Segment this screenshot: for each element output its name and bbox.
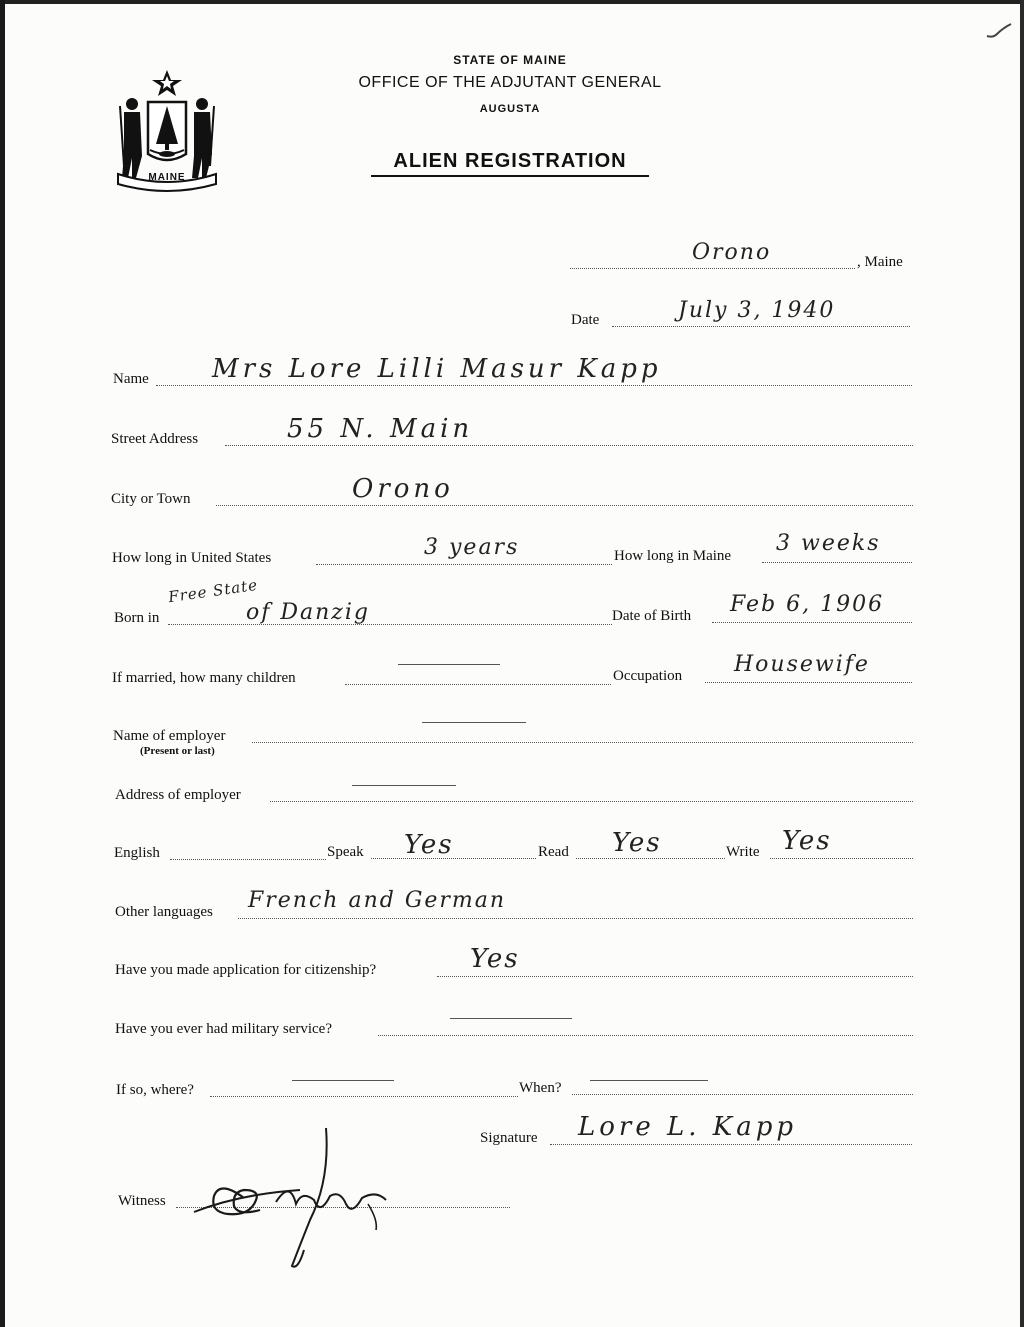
us-duration-label: How long in United States <box>112 550 272 566</box>
street-label: Street Address <box>111 431 199 447</box>
born-label: Born in <box>114 610 160 626</box>
us-duration-value: 3 years <box>424 535 520 560</box>
name-label: Name <box>113 371 149 387</box>
where-line <box>210 1096 518 1097</box>
occupation-value: Housewife <box>734 652 870 677</box>
when-line <box>572 1094 913 1095</box>
us-duration-line <box>316 564 612 565</box>
maine-duration-line <box>762 562 912 563</box>
write-label: Write <box>726 844 760 860</box>
speak-label: Speak <box>327 844 364 860</box>
employer-address-label: Address of employer <box>115 787 241 803</box>
signature-value: Lore L. Kapp <box>578 1112 798 1142</box>
military-label: Have you ever had military service? <box>115 1021 332 1037</box>
when-dash <box>590 1080 708 1081</box>
employer-line <box>252 742 913 743</box>
occupation-label: Occupation <box>613 668 683 684</box>
employer-label: Name of employer <box>113 728 226 744</box>
born-value-line2: of Danzig <box>246 600 371 625</box>
where-label: If so, where? <box>116 1082 194 1098</box>
place-suffix: , Maine <box>857 254 903 270</box>
scan-edge-right <box>1020 0 1024 1327</box>
signature-label: Signature <box>480 1130 538 1146</box>
maine-seal <box>112 66 222 194</box>
languages-label: Other languages <box>115 904 213 920</box>
name-line <box>156 385 912 386</box>
city-value: Orono <box>352 474 454 504</box>
title-underline <box>371 175 649 177</box>
occupation-line <box>705 682 912 683</box>
employer-sublabel: (Present or last) <box>140 745 215 757</box>
page-title: ALIEN REGISTRATION <box>393 150 627 172</box>
military-line <box>378 1035 913 1036</box>
header-state: STATE OF MAINE <box>453 53 567 67</box>
header-office: OFFICE OF THE ADJUTANT GENERAL <box>358 74 662 91</box>
place-line <box>570 268 855 269</box>
languages-value: French and German <box>248 888 507 913</box>
scan-edge-left <box>0 0 5 1327</box>
write-value: Yes <box>782 826 832 856</box>
citizenship-value: Yes <box>470 944 520 974</box>
dob-line <box>712 622 912 623</box>
header-city: AUGUSTA <box>479 103 541 115</box>
when-label: When? <box>519 1080 562 1096</box>
maine-duration-value: 3 weeks <box>776 531 881 556</box>
place-value: Orono <box>692 240 772 265</box>
witness-label: Witness <box>118 1193 166 1209</box>
english-label: English <box>114 845 160 861</box>
languages-line <box>238 918 913 919</box>
witness-signature <box>180 1120 410 1270</box>
write-line <box>770 858 913 859</box>
city-line <box>216 505 913 506</box>
street-line <box>225 445 913 446</box>
dob-value: Feb 6, 1906 <box>730 592 885 617</box>
children-line <box>345 684 611 685</box>
maine-duration-label: How long in Maine <box>614 548 732 564</box>
date-line <box>612 326 910 327</box>
seal-ribbon-text: MAINE <box>148 172 186 183</box>
citizenship-label: Have you made application for citizenship? <box>115 962 377 978</box>
english-line <box>170 859 326 860</box>
dob-label: Date of Birth <box>612 608 692 624</box>
name-value: Mrs Lore Lilli Masur Kapp <box>212 354 662 384</box>
date-label: Date <box>571 312 600 328</box>
employer-address-line <box>270 801 913 802</box>
signature-line <box>550 1144 912 1145</box>
children-label: If married, how many children <box>112 670 296 686</box>
date-value: July 3, 1940 <box>678 298 836 323</box>
street-value: 55 N. Main <box>287 414 474 444</box>
read-value: Yes <box>612 828 662 858</box>
born-value-line1: Free State <box>167 575 260 607</box>
military-dash <box>450 1018 572 1019</box>
check-mark-icon <box>985 22 1015 42</box>
citizenship-line <box>437 976 913 977</box>
speak-value: Yes <box>404 830 454 860</box>
read-label: Read <box>538 844 569 860</box>
read-line <box>576 858 725 859</box>
where-dash <box>292 1080 394 1081</box>
scan-edge-top <box>0 0 1024 4</box>
employer-dash <box>422 722 526 723</box>
born-line <box>168 624 612 625</box>
city-label: City or Town <box>111 491 191 507</box>
employer-address-dash <box>352 785 456 786</box>
children-dash <box>398 664 500 665</box>
